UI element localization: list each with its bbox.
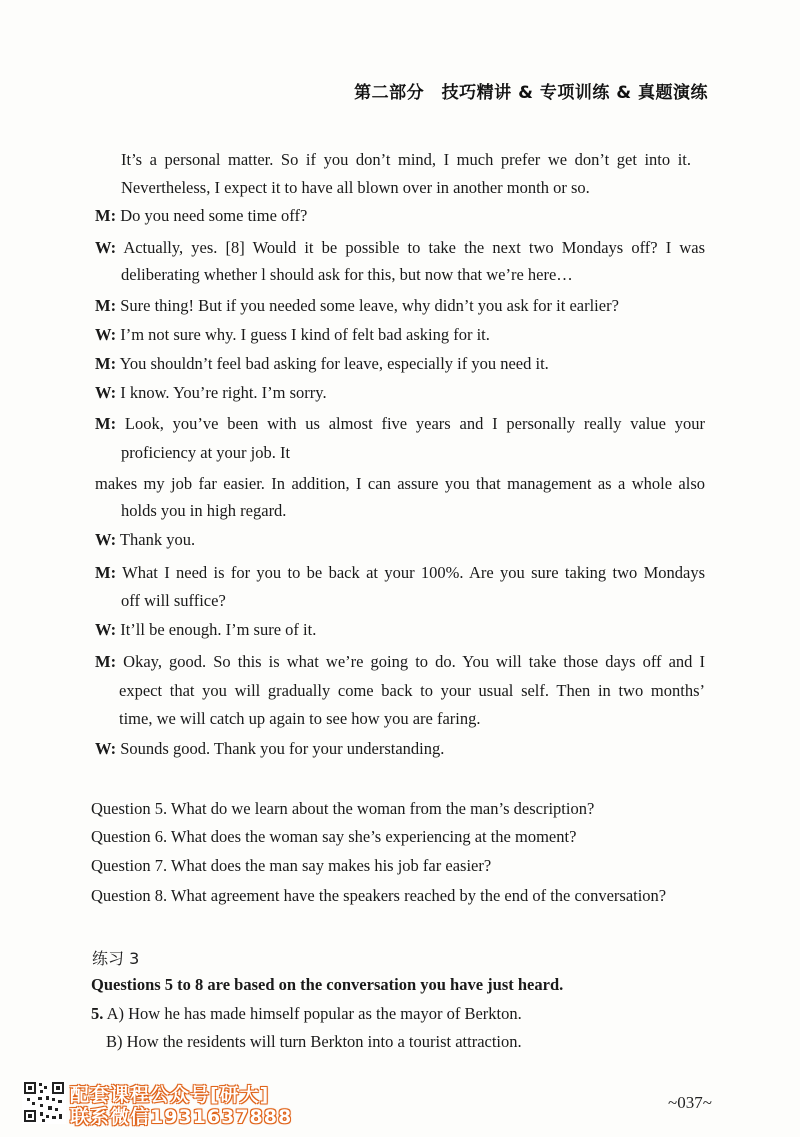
- option-line: 5. A) How he has made himself popular as the mayor of Berkton.: [91, 1004, 522, 1023]
- transcript-line: M: You shouldn’t feel bad asking for leave, especially if you need it.: [95, 354, 549, 373]
- transcript-line: M: Okay, good. So this is what we’re going to do. You will take those days off and I: [95, 652, 706, 671]
- transcript-line: W: Thank you.: [95, 530, 196, 549]
- transcript-line: W: Sounds good. Thank you for your understanding.: [95, 739, 445, 758]
- promo-line-2: 联系微信1931637888: [70, 1106, 293, 1128]
- transcript-line: W: It’ll be enough. I’m sure of it.: [95, 620, 317, 639]
- promo-line-1: 配套课程公众号[研大]: [70, 1084, 270, 1106]
- transcript-line: deliberating whether l should ask for this, but now that we’re here…: [121, 265, 573, 284]
- question-line: Question 8. What agreement have the speakers reached by the end of the conversation?: [91, 886, 667, 905]
- instruction: Questions 5 to 8 are based on the conversation you have just heard.: [91, 975, 564, 994]
- transcript-line: M: Sure thing! But if you needed some leave, why didn’t you ask for it earlier?: [95, 296, 619, 315]
- option-line: B) How the residents will turn Berkton into a tourist attraction.: [106, 1032, 522, 1051]
- transcript-line: It’s a personal matter. So if you don’t mind, I much prefer we don’t get into it.: [121, 150, 691, 169]
- transcript-line: M: Do you need some time off?: [95, 206, 308, 225]
- promo-watermark: [22, 1080, 312, 1126]
- transcript-line: W: I know. You’re right. I’m sorry.: [95, 383, 327, 402]
- transcript-line: makes my job far easier. In addition, I can assure you that management as a whole also: [95, 474, 705, 493]
- page-header: 第二部分 技巧精讲 & 专项训练 & 真题演练: [354, 83, 708, 103]
- exercise-label: 练习 3: [92, 949, 140, 968]
- transcript-line: Nevertheless, I expect it to have all blown over in another month or so.: [121, 178, 590, 197]
- page-number: ~037~: [668, 1093, 712, 1112]
- transcript-line: W: Actually, yes. [8] Would it be possible to take the next two Mondays off? I was: [95, 238, 705, 257]
- transcript-line: off will suffice?: [121, 591, 226, 610]
- question-line: Question 7. What does the man say makes his job far easier?: [91, 856, 492, 875]
- question-line: Question 5. What do we learn about the woman from the man’s description?: [91, 799, 595, 818]
- transcript-line: proficiency at your job. It: [121, 443, 291, 462]
- qr-code-icon: [22, 1080, 66, 1124]
- question-line: Question 6. What does the woman say she’s experiencing at the moment?: [91, 827, 577, 846]
- transcript-line: time, we will catch up again to see how you are faring.: [119, 709, 481, 728]
- transcript-line: holds you in high regard.: [121, 501, 287, 520]
- transcript-line: M: What I need is for you to be back at your 100%. Are you sure taking two Mondays: [95, 563, 706, 582]
- transcript-line: expect that you will gradually come back to your usual self. Then in two months’: [119, 681, 705, 700]
- transcript-line: W: I’m not sure why. I guess I kind of felt bad asking for it.: [95, 325, 490, 344]
- transcript-line: M: Look, you’ve been with us almost five years and I personally really value your: [95, 414, 705, 433]
